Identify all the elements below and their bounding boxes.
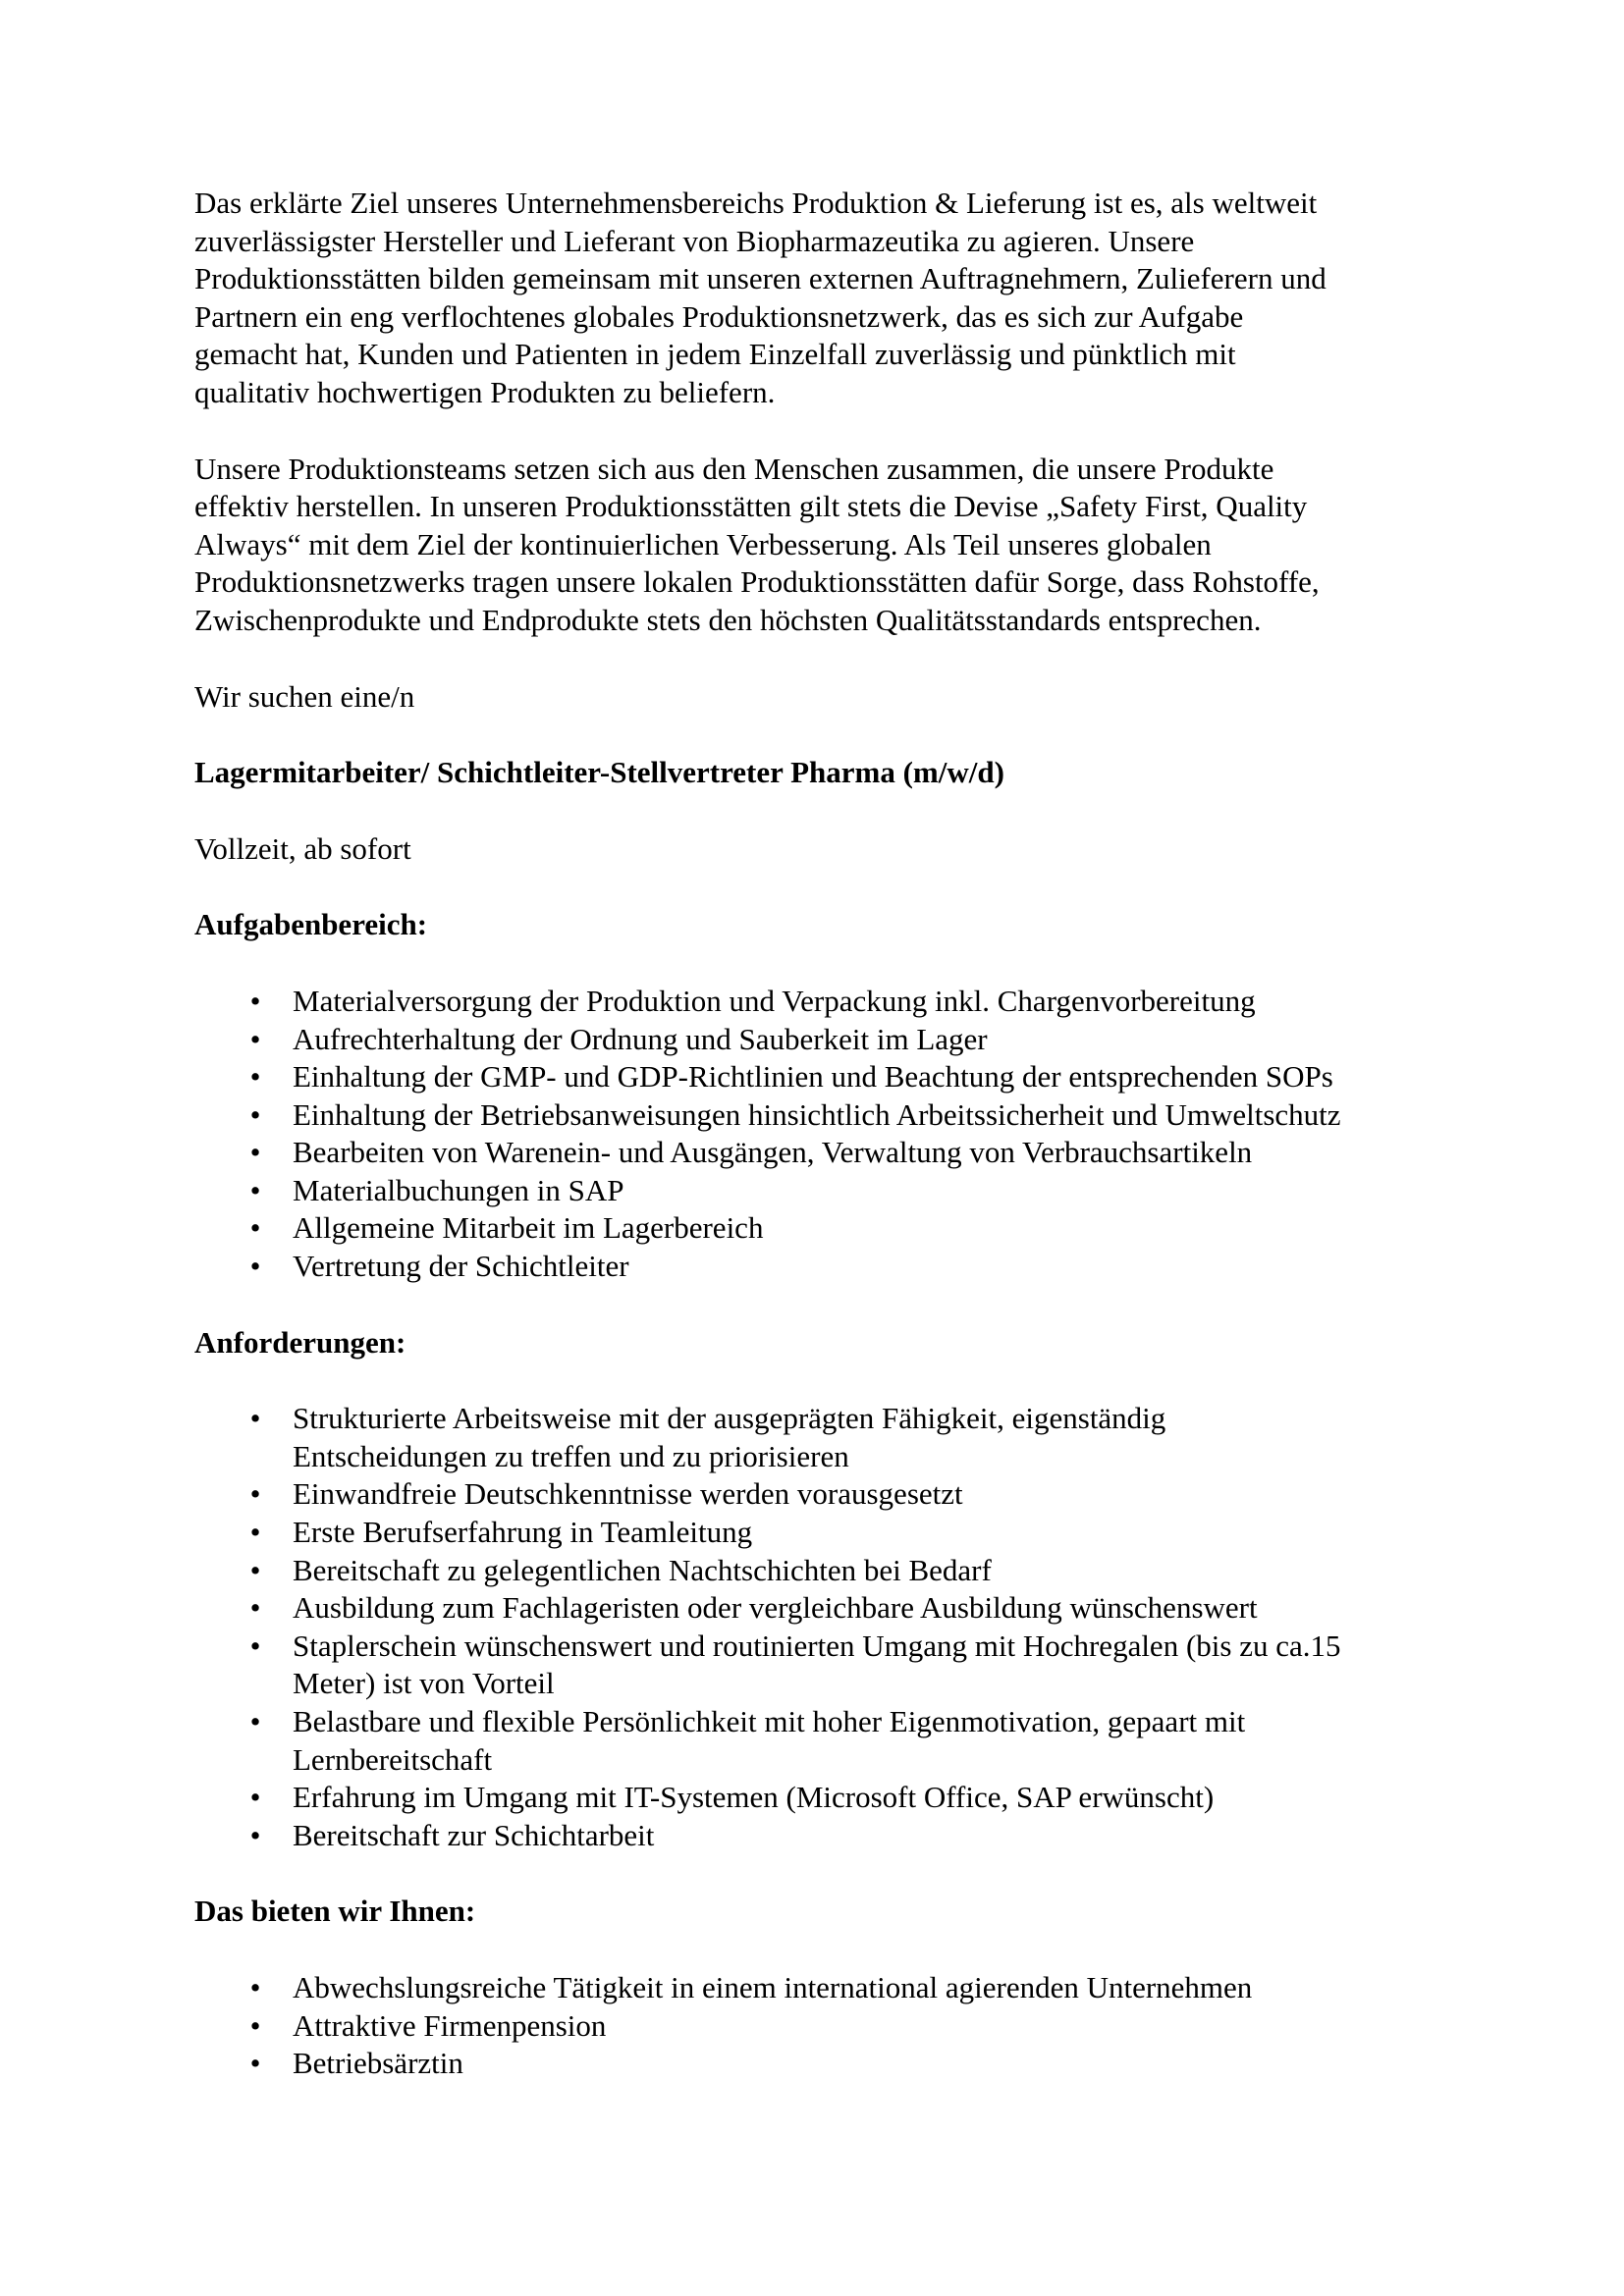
tasks-list <box>194 983 1461 1286</box>
list-item-text: Entscheidungen zu treffen und zu priorisieren <box>293 1438 849 1473</box>
list-item <box>194 1172 1461 1210</box>
list-item <box>194 1552 1461 1590</box>
list-item-text: Lernbereitschaft <box>293 1741 493 1777</box>
bullet-icon: • <box>249 1590 261 1626</box>
text-line: qualitativ hochwertigen Produkten zu beliefern. <box>194 374 776 409</box>
bullet-icon: • <box>249 1249 261 1284</box>
intro-paragraph-2 <box>194 451 1461 640</box>
list-item-text: Staplerschein wünschenswert und routinierten Umgang mit Hochregalen (bis zu ca.15 <box>293 1628 1341 1663</box>
bullet-icon: • <box>249 1552 261 1587</box>
list-item <box>194 1817 1461 1855</box>
bullet-icon: • <box>249 983 261 1018</box>
bullet-icon: • <box>249 1817 261 1852</box>
list-item-text: Strukturierte Arbeitsweise mit der ausgeprägten Fähigkeit, eigenständig <box>293 1401 1166 1436</box>
list-item <box>194 1248 1461 1286</box>
list-item-text: Einhaltung der GMP- und GDP-Richtlinien und Beachtung der entsprechenden SOPs <box>293 1059 1333 1095</box>
bullet-icon: • <box>249 2046 261 2081</box>
list-item-text: Allgemeine Mitarbeit im Lagerbereich <box>293 1210 764 1246</box>
list-item <box>194 1589 1461 1628</box>
requirements-heading: Anforderungen: <box>194 1324 406 1360</box>
text-line: Produktionsstätten bilden gemeinsam mit unseren externen Auftragnehmern, Zulieferern und <box>194 261 1326 296</box>
list-item-text: Einhaltung der Betriebsanweisungen hinsichtlich Arbeitssicherheit und Umweltschutz <box>293 1096 1341 1132</box>
bullet-icon: • <box>249 1476 261 1512</box>
list-item-text: Bereitschaft zu gelegentlichen Nachtschichten bei Bedarf <box>293 1552 992 1587</box>
list-item-text: Aufrechterhaltung der Ordnung und Sauberkeit im Lager <box>293 1021 988 1056</box>
list-item-text: Erste Berufserfahrung in Teamleitung <box>293 1515 753 1550</box>
bullet-icon: • <box>249 1704 261 1738</box>
list-item <box>194 1514 1461 1552</box>
text-line: zuverlässigster Hersteller und Lieferant von Biopharmazeutika zu agieren. Unsere <box>194 223 1195 258</box>
list-item-text: Attraktive Firmenpension <box>293 2007 607 2043</box>
offer-heading: Das bieten wir Ihnen: <box>194 1894 476 1929</box>
list-item-text: Materialbuchungen in SAP <box>293 1172 624 1207</box>
job-title: Lagermitarbeiter/ Schichtleiter-Stellvertreter Pharma (m/w/d) <box>194 755 1004 790</box>
bullet-icon: • <box>249 1210 261 1246</box>
text-line: Always“ mit dem Ziel der kontinuierlichen Verbesserung. Als Teil unseres globalen <box>194 526 1212 561</box>
bullet-icon: • <box>249 1969 261 2004</box>
bullet-icon: • <box>249 1401 261 1436</box>
list-item-text: Vertretung der Schichtleiter <box>293 1249 629 1284</box>
list-item-text: Materialversorgung der Produktion und Verpackung inkl. Chargenvorbereitung <box>293 983 1256 1018</box>
offer-list <box>194 1969 1461 2083</box>
list-item <box>194 1400 1461 1475</box>
list-item-text: Einwandfreie Deutschkenntnisse werden vorausgesetzt <box>293 1476 963 1512</box>
list-item-text: Bearbeiten von Warenein- und Ausgängen, Verwaltung von Verbrauchsartikeln <box>293 1135 1253 1170</box>
list-item-text: Abwechslungsreiche Tätigkeit in einem international agierenden Unternehmen <box>293 1969 1253 2004</box>
list-item <box>194 1969 1461 2007</box>
text-line: Produktionsnetzwerks tragen unsere lokalen Produktionsstätten dafür Sorge, dass Rohstoffe, <box>194 564 1320 600</box>
bullet-icon: • <box>249 1780 261 1815</box>
list-item <box>194 1475 1461 1514</box>
bullet-icon: • <box>249 1628 261 1663</box>
text-line: gemacht hat, Kunden und Patienten in jedem Einzelfall zuverlässig und pünktlich mit <box>194 337 1236 372</box>
list-item-text: Bereitschaft zur Schichtarbeit <box>293 1817 655 1852</box>
list-item <box>194 1779 1461 1817</box>
requirements-list <box>194 1400 1461 1854</box>
bullet-icon: • <box>249 1135 261 1170</box>
bullet-icon: • <box>249 1172 261 1207</box>
employment-type: Vollzeit, ab sofort <box>194 830 411 866</box>
list-item-text: Meter) ist von Vorteil <box>293 1666 555 1701</box>
intro-paragraph-1 <box>194 185 1461 412</box>
list-item <box>194 1703 1461 1779</box>
bullet-icon: • <box>249 1021 261 1056</box>
bullet-icon: • <box>249 2007 261 2043</box>
list-item <box>194 1096 1461 1135</box>
list-item <box>194 983 1461 1021</box>
list-item <box>194 1209 1461 1248</box>
bullet-icon: • <box>249 1059 261 1095</box>
list-item-text: Ausbildung zum Fachlageristen oder vergleichbare Ausbildung wünschenswert <box>293 1590 1258 1626</box>
list-item-text: Erfahrung im Umgang mit IT-Systemen (Microsoft Office, SAP erwünscht) <box>293 1780 1215 1815</box>
tasks-heading: Aufgabenbereich: <box>194 907 428 942</box>
bullet-icon: • <box>249 1515 261 1550</box>
search-line: Wir suchen eine/n <box>194 678 415 714</box>
list-item-text: Betriebsärztin <box>293 2046 463 2081</box>
text-line: Zwischenprodukte und Endprodukte stets den höchsten Qualitätsstandards entsprechen. <box>194 602 1262 637</box>
bullet-icon: • <box>249 1096 261 1132</box>
list-item <box>194 2045 1461 2083</box>
list-item <box>194 1021 1461 1059</box>
list-item <box>194 1628 1461 1703</box>
text-line: effektiv herstellen. In unseren Produktionsstätten gilt stets die Devise „Safety First, Quality <box>194 489 1308 524</box>
text-line: Unsere Produktionsteams setzen sich aus den Menschen zusammen, die unsere Produkte <box>194 451 1274 486</box>
list-item <box>194 1058 1461 1096</box>
list-item <box>194 2007 1461 2046</box>
list-item-text: Belastbare und flexible Persönlichkeit mit hoher Eigenmotivation, gepaart mit <box>293 1704 1246 1738</box>
list-item <box>194 1134 1461 1172</box>
text-line: Partnern ein eng verflochtenes globales Produktionsnetzwerk, das es sich zur Aufgabe <box>194 298 1244 334</box>
text-line: Das erklärte Ziel unseres Unternehmensbereichs Produktion & Lieferung ist es, als weltweit <box>194 186 1318 220</box>
document-page <box>194 185 1461 2083</box>
